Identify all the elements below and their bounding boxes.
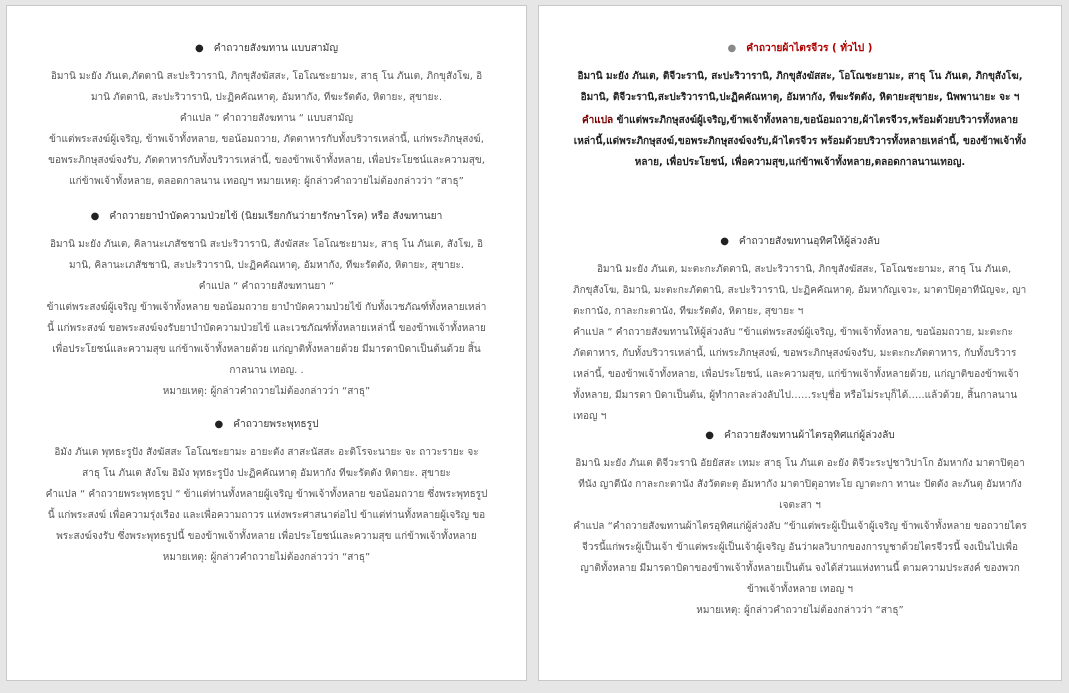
heading-text: คำถวายสังฆทาน แบบสามัญ [213, 43, 339, 54]
bullet-icon: ● [194, 43, 204, 54]
translation-text: คำแปล “คำถวายสังฆทานผ้าไตรอุทิศแก่ผู้ล่วงลับ “ข้าแต่พระผู้เป็นเจ้าผู้เจริญ ข้าพเจ้าทั้งหลาย ขอถวายไตรจีวรนี้แก่พระผู้เป็นเจ้า ข้าแต่พระผู้เป็นเจ้าผู้เจริญ อันว่าผลวิบากของการบูชาด้วยไตรจีวรนี้ จงเป็นไปเพื่อญาติทั้งหลาย มีมารดาบิดาของข้าพเจ้าทั้งหลายเป็นต้น จงได้ส่วนแห่งทานนี้ ตามความประสงค์ ของพวกข้าพเจ้าทั้งหลาย เทอญ ฯ [573, 521, 1027, 595]
heading-text: คำถวายสังฆทานผ้าไตรอุทิศแก่ผู้ล่วงลับ [723, 430, 895, 441]
bullet-icon: ● [90, 211, 100, 222]
translation-paragraph [573, 110, 1027, 173]
translation-text: ข้าแต่พระภิกษุสงฆ์ผู้เจริญ,ข้าพเจ้าทั้งหลาย,ขอน้อมถวาย,ผ้าไตรจีวร,พร้อมด้วยบริวารทั้งหลายเหล่านี้,แด่พระภิกษุสงฆ์,ขอพระภิกษุสงฆ์จงรับ,ผ้าไตรจีวร พร้อมด้วยบริวารทั้งหลายเหล่านี้, ของข้าพเจ้าทั้งหลาย, เพื่อประโยชน์, เพื่อความสุข,แก่ข้าพเจ้าทั้งหลาย,ตลอดกาลนานเทอญ. [573, 115, 1027, 168]
translation-label: คำแปล “ คำถวายสังฆทาน “ แบบสามัญ [179, 113, 354, 124]
section-heading [45, 42, 488, 56]
translation-text: ข้าแต่พระสงฆ์ผู้เจริญ, ข้าพเจ้าทั้งหลาย, ขอน้อมถวาย, ภัตตาหารกับทั้งบริวารเหล่านี้, แก่พระภิกษุสงฆ์, ขอพระภิกษุสงฆ์จงรับ, ภัตตาหารกับทั้งบริวารเหล่านี้, ของข้าพเจ้าทั้งหลาย, เพื่อประโยชน์และความสุข, แก่ข้าพเจ้าทั้งหลาย, ตลอดกาลนาน เทอญฯ หมายเหตุ: ผู้กล่าวคำถวายไม่ต้องกล่าวว่า “สาธุ” [48, 134, 485, 187]
section-robe-offering [573, 42, 1027, 173]
bullet-icon: ● [720, 236, 729, 247]
heading-text: คำถวายสังฆทานอุทิศให้ผู้ล่วงลับ [738, 236, 880, 247]
section-sanghadana-general [45, 42, 488, 192]
pali-text: อิมานิ มะยัง ภันเต,ภัตตานิ สะปะริวารานิ, ภิกขุสังฆัสสะ, โอโณชะยามะ, สาธุ โน ภันเต, ภิกขุสังโฆ, อิมานิ ภัตตานิ, สะปะริวารานิ, ปะฏิคคัณหาตุ, อัมหากัง, ทีฆะรัตตัง, หิตายะ, สุขายะ. [50, 71, 483, 103]
bullet-icon: ● [214, 419, 224, 430]
translation-text: คำแปล “ คำถวายสังฆทานให้ผู้ล่วงลับ “ข้าแต่พระสงฆ์ผู้เจริญ, ข้าพเจ้าทั้งหลาย, ขอน้อมถวาย, มะตะกะภัตตาหาร, กับทั้งบริวารเหล่านี้, แก่พระภิกษุสงฆ์, ขอพระภิกษุสงฆ์จงรับ, มะตะกะภัตตาหาร, กับทั้งบริวารเหล่านี้, ของข้าพเจ้าทั้งหลาย, เพื่อประโยชน์, และความสุข, แก่ข้าพเจ้าทั้งหลายด้วย, แก่ญาติของข้าพเจ้าทั้งหลาย, มีมารดา บิดาเป็นต้น, ผู้ทำกาละล่วงลับไป……ระบุชื่อ หรือไม่ระบุก็ได้…..แล้วด้วย, สิ้นกาลนานเทอญ ฯ [573, 327, 1019, 422]
pali-text: อิมานิ มะยัง ภันเต ติจีวะรานิ อัยยัสสะ เทมะ สาธุ โน ภันเต อะยัง ติจีวะระปูชาวิปาโก อัมหากัง มาตาปิตุอาทีนัง ญาตีนัง กาละกะตานัง สังวัตตะตุ อัมหากัง มาตาปิตุอาทะโย ญาตะกา ทานะ ปัตตัง ละภันตุ อัมหากัง เจตะสา ฯ [575, 458, 1025, 511]
pali-text: อิมัง ภันเต พุทธะรูปัง สังฆัสสะ โอโณชะยามะ อายะตัง สาสะนัสสะ อะติโรจะนายะ จะ ถาวะรายะ จะ สาธุ โน ภันเต สังโฆ อิมัง พุทธะรูปัง ปะฏิคคัณหาตุ อัมหากัง ทีฆะรัตตัง หิตายะ. สุขายะ [54, 447, 479, 479]
translation-label: คำแปล “ คำถวายสังฆทานยา “ [198, 281, 335, 292]
section-heading [573, 235, 1027, 249]
pali-text: อิมานิ มะยัง ภันเต, ติจีวะรานิ, สะปะริวารานิ, ภิกขุสังฆัสสะ, โอโณชะยามะ, สาธุ โน ภันเต, ภิกขุสังโฆ, อิมานิ, ติจีวะรานิ,สะปะริวารานิ,ปะฏิคคัณหาตุ, อัมหากัง, ทีฆะรัตตัง, หิตายะสุขายะ, นิพพานายะ จะ ฯ [577, 71, 1023, 103]
translation-label: คำแปล [581, 115, 614, 126]
section-robe-deceased [573, 429, 1027, 621]
section-heading [573, 42, 1027, 56]
pali-text: อิมานิ มะยัง ภันเต, คิลานะเภสัชชานิ สะปะริวารานิ, สังฆัสสะ โอโณชะยามะ, สาธุ โน ภันเต, สังโฆ, อิมานิ, คิลานะเภสัชชานิ, สะปะริวารานิ, ปะฏิคคัณหาตุ, อัมหากัง, ทีฆะรัตตัง, หิตายะ, สุขายะ. [49, 239, 484, 271]
document-page-left [6, 5, 527, 681]
section-heading [45, 210, 488, 224]
section-medicine-offering [45, 210, 488, 402]
document-page-right [538, 5, 1062, 681]
heading-text: คำถวายผ้าไตรจีวร ( ทั่วไป ) [746, 43, 873, 54]
note-text: หมายเหตุ: ผู้กล่าวคำถวายไม่ต้องกล่าวว่า “สาธุ” [162, 386, 371, 397]
bullet-icon: ● [705, 430, 714, 441]
section-heading [45, 418, 488, 432]
heading-text: คำถวายยาบำบัดความป่วยไข้ (นิยมเรียกกันว่ายารักษาโรค) หรือ สังฆทานยา [109, 211, 443, 222]
section-heading [573, 429, 1027, 443]
note-text: หมายเหตุ: ผู้กล่าวคำถวายไม่ต้องกล่าวว่า “สาธุ” [162, 552, 371, 563]
section-buddha-image-offering [45, 418, 488, 568]
note-text: หมายเหตุ: ผู้กล่าวคำถวายไม่ต้องกล่าวว่า “สาธุ” [696, 605, 904, 616]
translation-text: คำแปล “ คำถวายพระพุทธรูป “ ข้าแต่ท่านทั้งหลายผู้เจริญ ข้าพเจ้าทั้งหลาย ขอน้อมถวาย ซึ่งพระพุทธรูปนี้ แก่พระสงฆ์ เพื่อความรุ่งเรือง และเพื่อความถาวร แห่งพระศาสนาต่อไป ข้าแต่ท่านทั้งหลายผู้เจริญ ขอพระสงฆ์จงรับ ซึ่งพระพุทธรูปนี้ ของข้าพเจ้าทั้งหลาย เพื่อประโยชน์และความสุข แก่ข้าพเจ้าทั้งหลาย [45, 489, 488, 542]
bullet-icon: ● [727, 43, 737, 54]
heading-text: คำถวายพระพุทธรูป [233, 419, 319, 430]
translation-text: ข้าแต่พระสงฆ์ผู้เจริญ ข้าพเจ้าทั้งหลาย ขอน้อมถวาย ยาบำบัดความป่วยไข้ กับทั้งเวชภัณฑ์ทั้งหลายเหล่านี้ แก่พระสงฆ์ ขอพระสงฆ์จงรับยาบำบัดความป่วยไข้ และเวชภัณฑ์ทั้งหลายเหล่านี้ ของข้าพเจ้าทั้งหลายเพื่อประโยชน์และความสุข แก่ข้าพเจ้าทั้งหลายด้วย แก่ญาติทั้งหลายด้วย มีมารดาบิดาเป็นต้นด้วย สิ้นกาลนาน เทอญ. . [46, 302, 487, 376]
pali-text: อิมานิ มะยัง ภันเต, มะตะกะภัตตานิ, สะปะริวารานิ, ภิกขุสังฆัสสะ, โอโณชะยามะ, สาธุ โน ภันเต, ภิกขุสังโฆ, อิมานิ, มะตะกะภัตตานิ, สะปะริวารานิ, ปะฏิคคัณหาตุ, อัมหากัญเจวะ, มาตาปิตุอาทีนัญจะ, ญาตะกานัง, กาละกะตานัง, ทีฆะรัตตัง, หิตายะ, สุขายะ ฯ [573, 264, 1027, 317]
section-sanghadana-deceased [573, 235, 1027, 427]
